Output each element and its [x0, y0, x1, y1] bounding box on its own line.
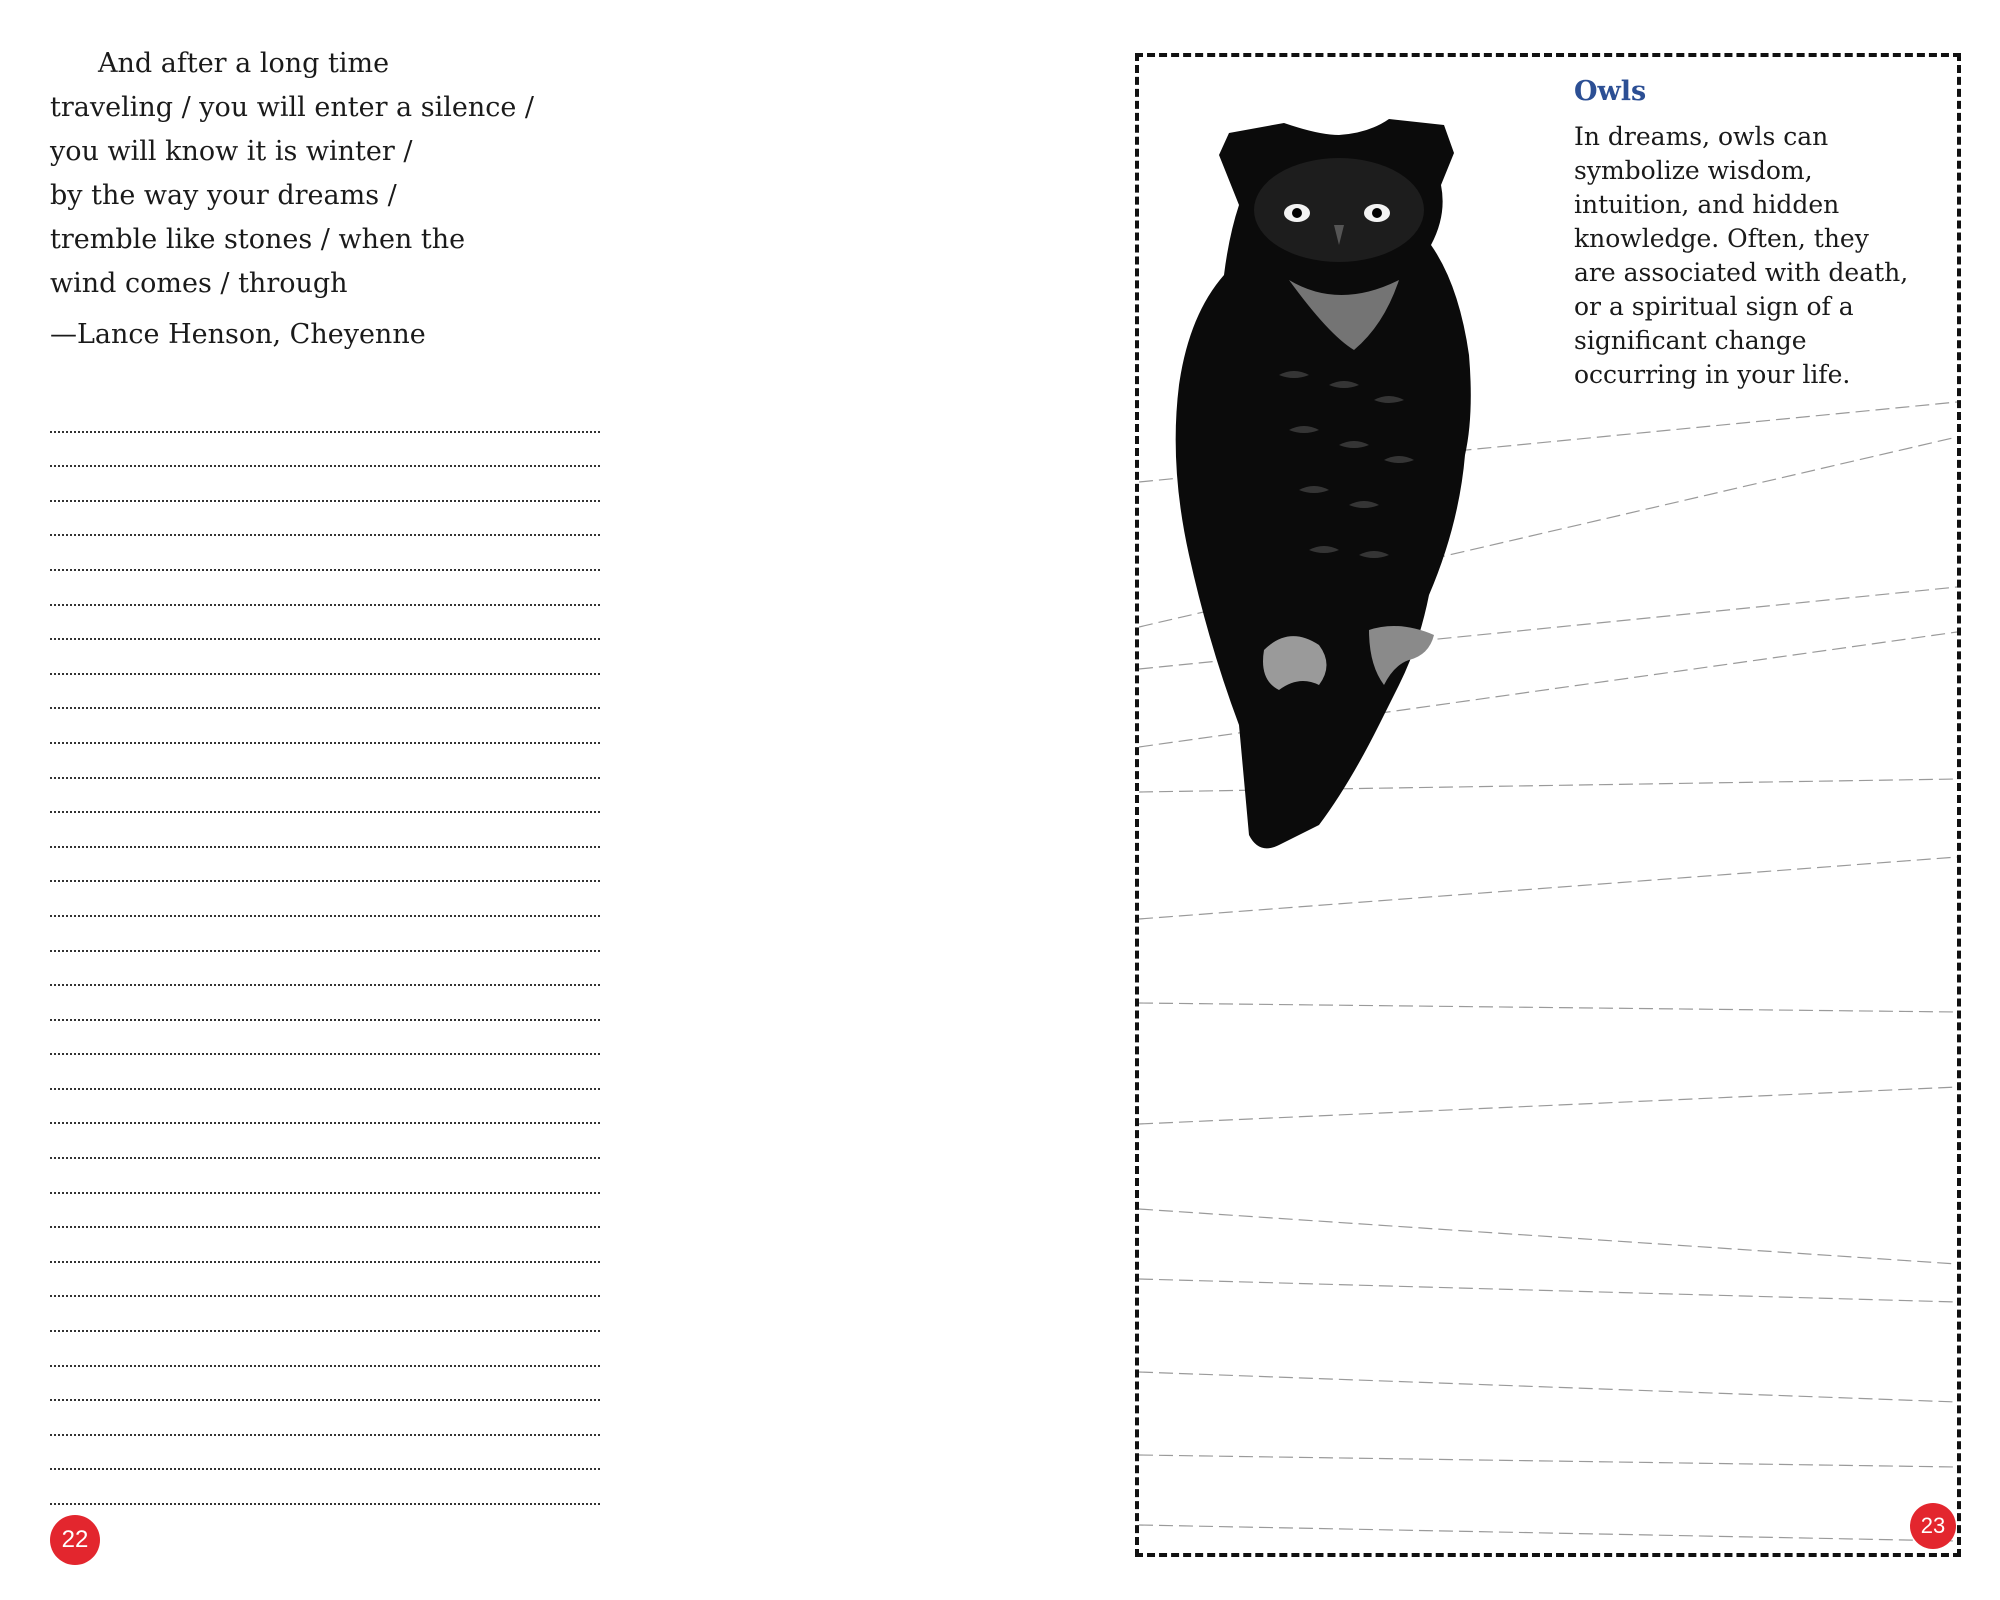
writing-line[interactable] [50, 1124, 600, 1159]
section-heading: Owls [1574, 76, 1647, 107]
poem-attribution: —Lance Henson, Cheyenne [50, 319, 426, 350]
poem-line: wind comes / through [50, 268, 348, 299]
writing-line[interactable] [50, 986, 600, 1021]
writing-line[interactable] [50, 1470, 600, 1505]
writing-lines[interactable] [50, 398, 600, 1505]
poem-line: And after a long time [98, 48, 390, 79]
writing-line[interactable] [50, 1090, 600, 1125]
owl-photo-icon [1169, 85, 1509, 865]
writing-line[interactable] [50, 1055, 600, 1090]
writing-line[interactable] [50, 1159, 600, 1194]
writing-line[interactable] [50, 744, 600, 779]
writing-line[interactable] [50, 1367, 600, 1402]
writing-line[interactable] [50, 1297, 600, 1332]
writing-line[interactable] [50, 1332, 600, 1367]
writing-line[interactable] [50, 1194, 600, 1229]
poem-line: traveling / you will enter a silence / [50, 92, 535, 123]
writing-line[interactable] [50, 398, 600, 433]
writing-line[interactable] [50, 467, 600, 502]
poem-line: by the way your dreams / [50, 180, 397, 211]
writing-line[interactable] [50, 571, 600, 606]
writing-line[interactable] [50, 1436, 600, 1471]
poem-line: tremble like stones / when the [50, 224, 466, 255]
dashed-frame [1135, 53, 1961, 1557]
poem [50, 42, 650, 306]
page-number-badge: 22 [50, 1515, 100, 1565]
writing-line[interactable] [50, 813, 600, 848]
writing-line[interactable] [50, 1228, 600, 1263]
owl-info [1574, 72, 1914, 392]
writing-line[interactable] [50, 1401, 600, 1436]
writing-line[interactable] [50, 779, 600, 814]
page-number-badge: 23 [1910, 1503, 1956, 1549]
writing-line[interactable] [50, 882, 600, 917]
section-description: In dreams, owls can symbolize wisdom, intuition, and hidden knowledge. Often, they are associated with death, or a spiritual sign of a significant change occurring in your life. [1574, 122, 1909, 389]
right-page [1000, 0, 2000, 1600]
writing-line[interactable] [50, 848, 600, 883]
writing-line[interactable] [50, 606, 600, 641]
writing-line[interactable] [50, 502, 600, 537]
writing-line[interactable] [50, 675, 600, 710]
writing-line[interactable] [50, 1263, 600, 1298]
writing-line[interactable] [50, 952, 600, 987]
poem-line: you will know it is winter / [50, 136, 413, 167]
writing-line[interactable] [50, 536, 600, 571]
writing-line[interactable] [50, 917, 600, 952]
writing-line[interactable] [50, 433, 600, 468]
writing-line[interactable] [50, 709, 600, 744]
writing-line[interactable] [50, 1021, 600, 1056]
writing-line[interactable] [50, 640, 600, 675]
